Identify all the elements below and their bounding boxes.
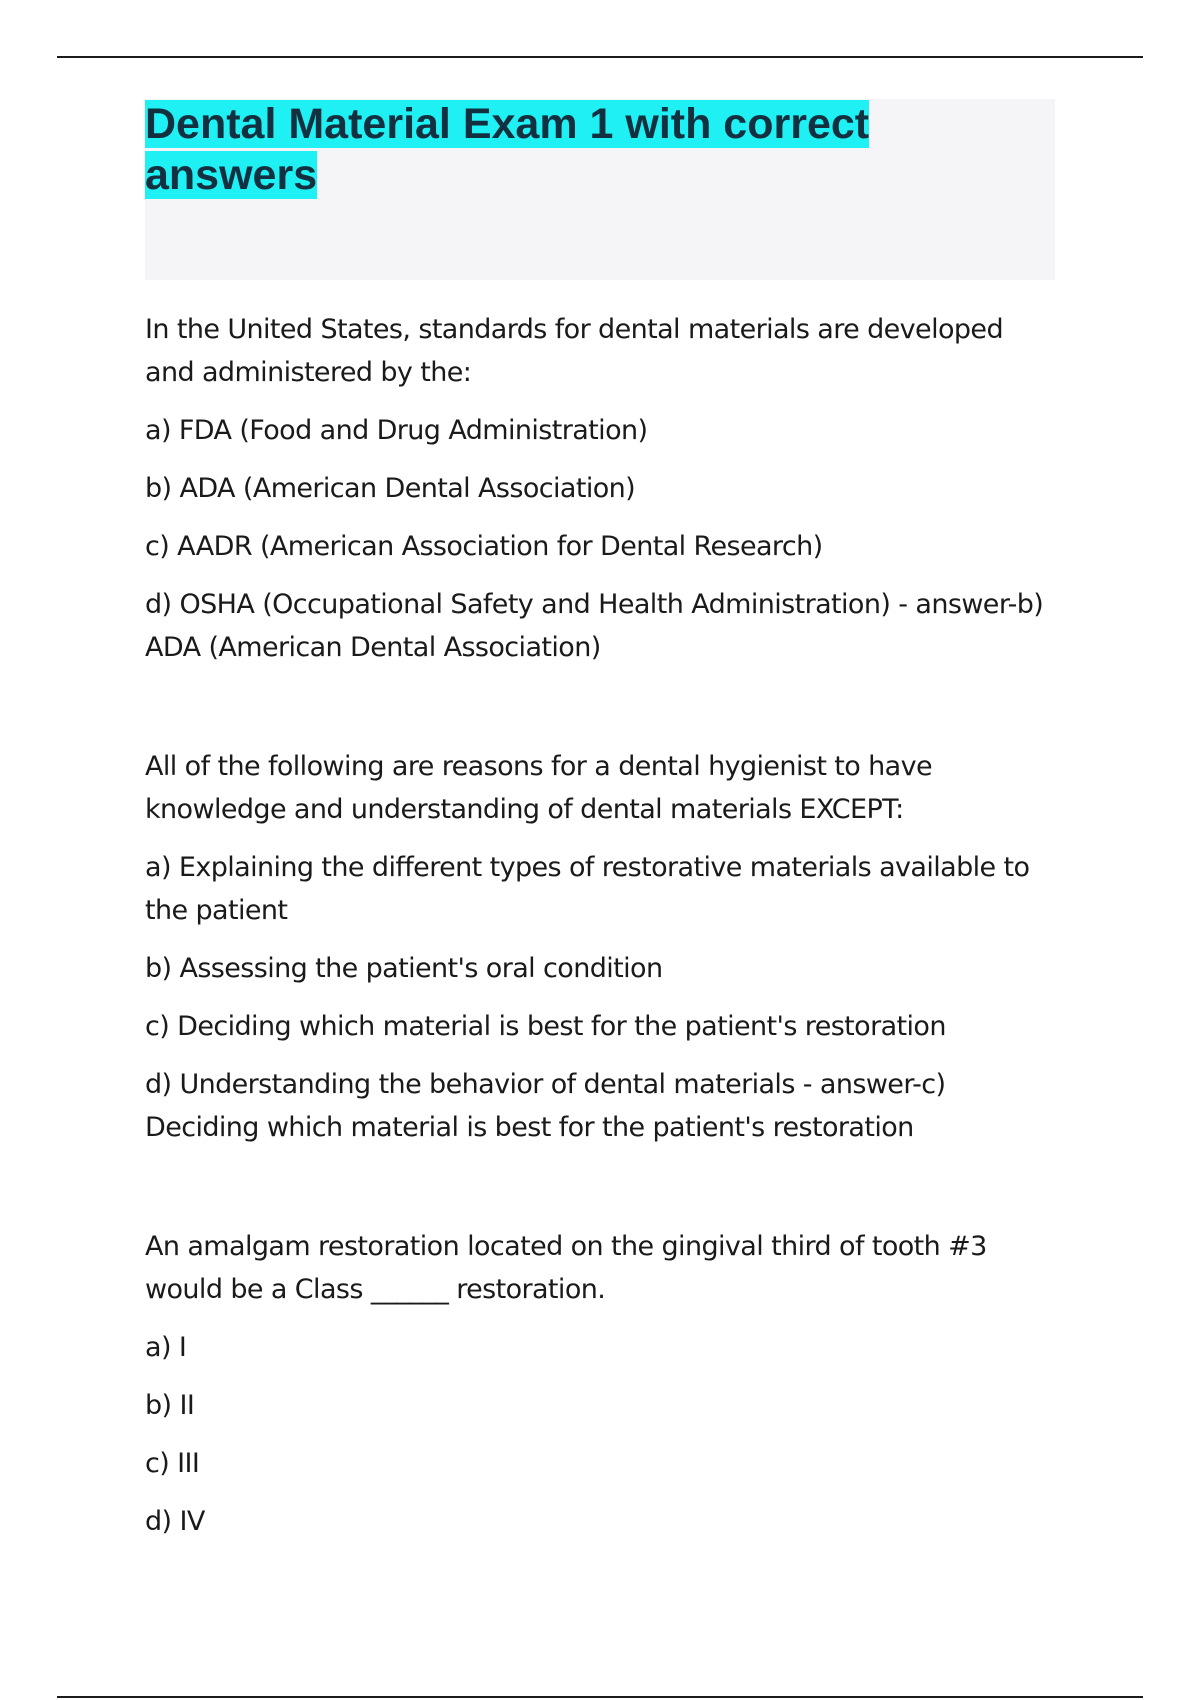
question-stem: All of the following are reasons for a dental hygienist to have knowledge and understanding of dental materials EXCEPT: [145,751,933,825]
answer-option: a) FDA (Food and Drug Administration) [145,415,648,446]
answer-option: b) ADA (American Dental Association) [145,473,636,504]
answer-option: c) AADR (American Association for Dental Research) [145,531,823,562]
question-2 [145,745,1055,1149]
document-title-text: Dental Material Exam 1 with correct answers [145,100,870,199]
answer-option: a) Explaining the different types of restorative materials available to the patient [145,852,1030,926]
document-title [145,99,905,201]
answer-option: d) OSHA (Occupational Safety and Health Administration) - answer-b) ADA (American Dental Association) [145,589,1044,663]
answer-option: b) Assessing the patient's oral condition [145,953,663,984]
question-list [145,308,1055,1543]
title-box [145,99,1055,280]
question-stem: In the United States, standards for dental materials are developed and administered by the: [145,314,1003,388]
bottom-rule [57,1696,1143,1698]
document-body [145,99,1055,1619]
answer-option: d) Understanding the behavior of dental materials - answer-c) Deciding which material is best for the patient's restoration [145,1069,946,1143]
answer-option: b) II [145,1390,195,1421]
question-1 [145,308,1055,669]
question-3 [145,1225,1055,1543]
answer-option: c) Deciding which material is best for the patient's restoration [145,1011,946,1042]
top-rule [57,56,1143,58]
answer-option: c) III [145,1448,200,1479]
answer-option: d) IV [145,1506,205,1537]
answer-option: a) I [145,1332,187,1363]
question-stem: An amalgam restoration located on the gingival third of tooth #3 would be a Class ______ restoration. [145,1231,987,1305]
